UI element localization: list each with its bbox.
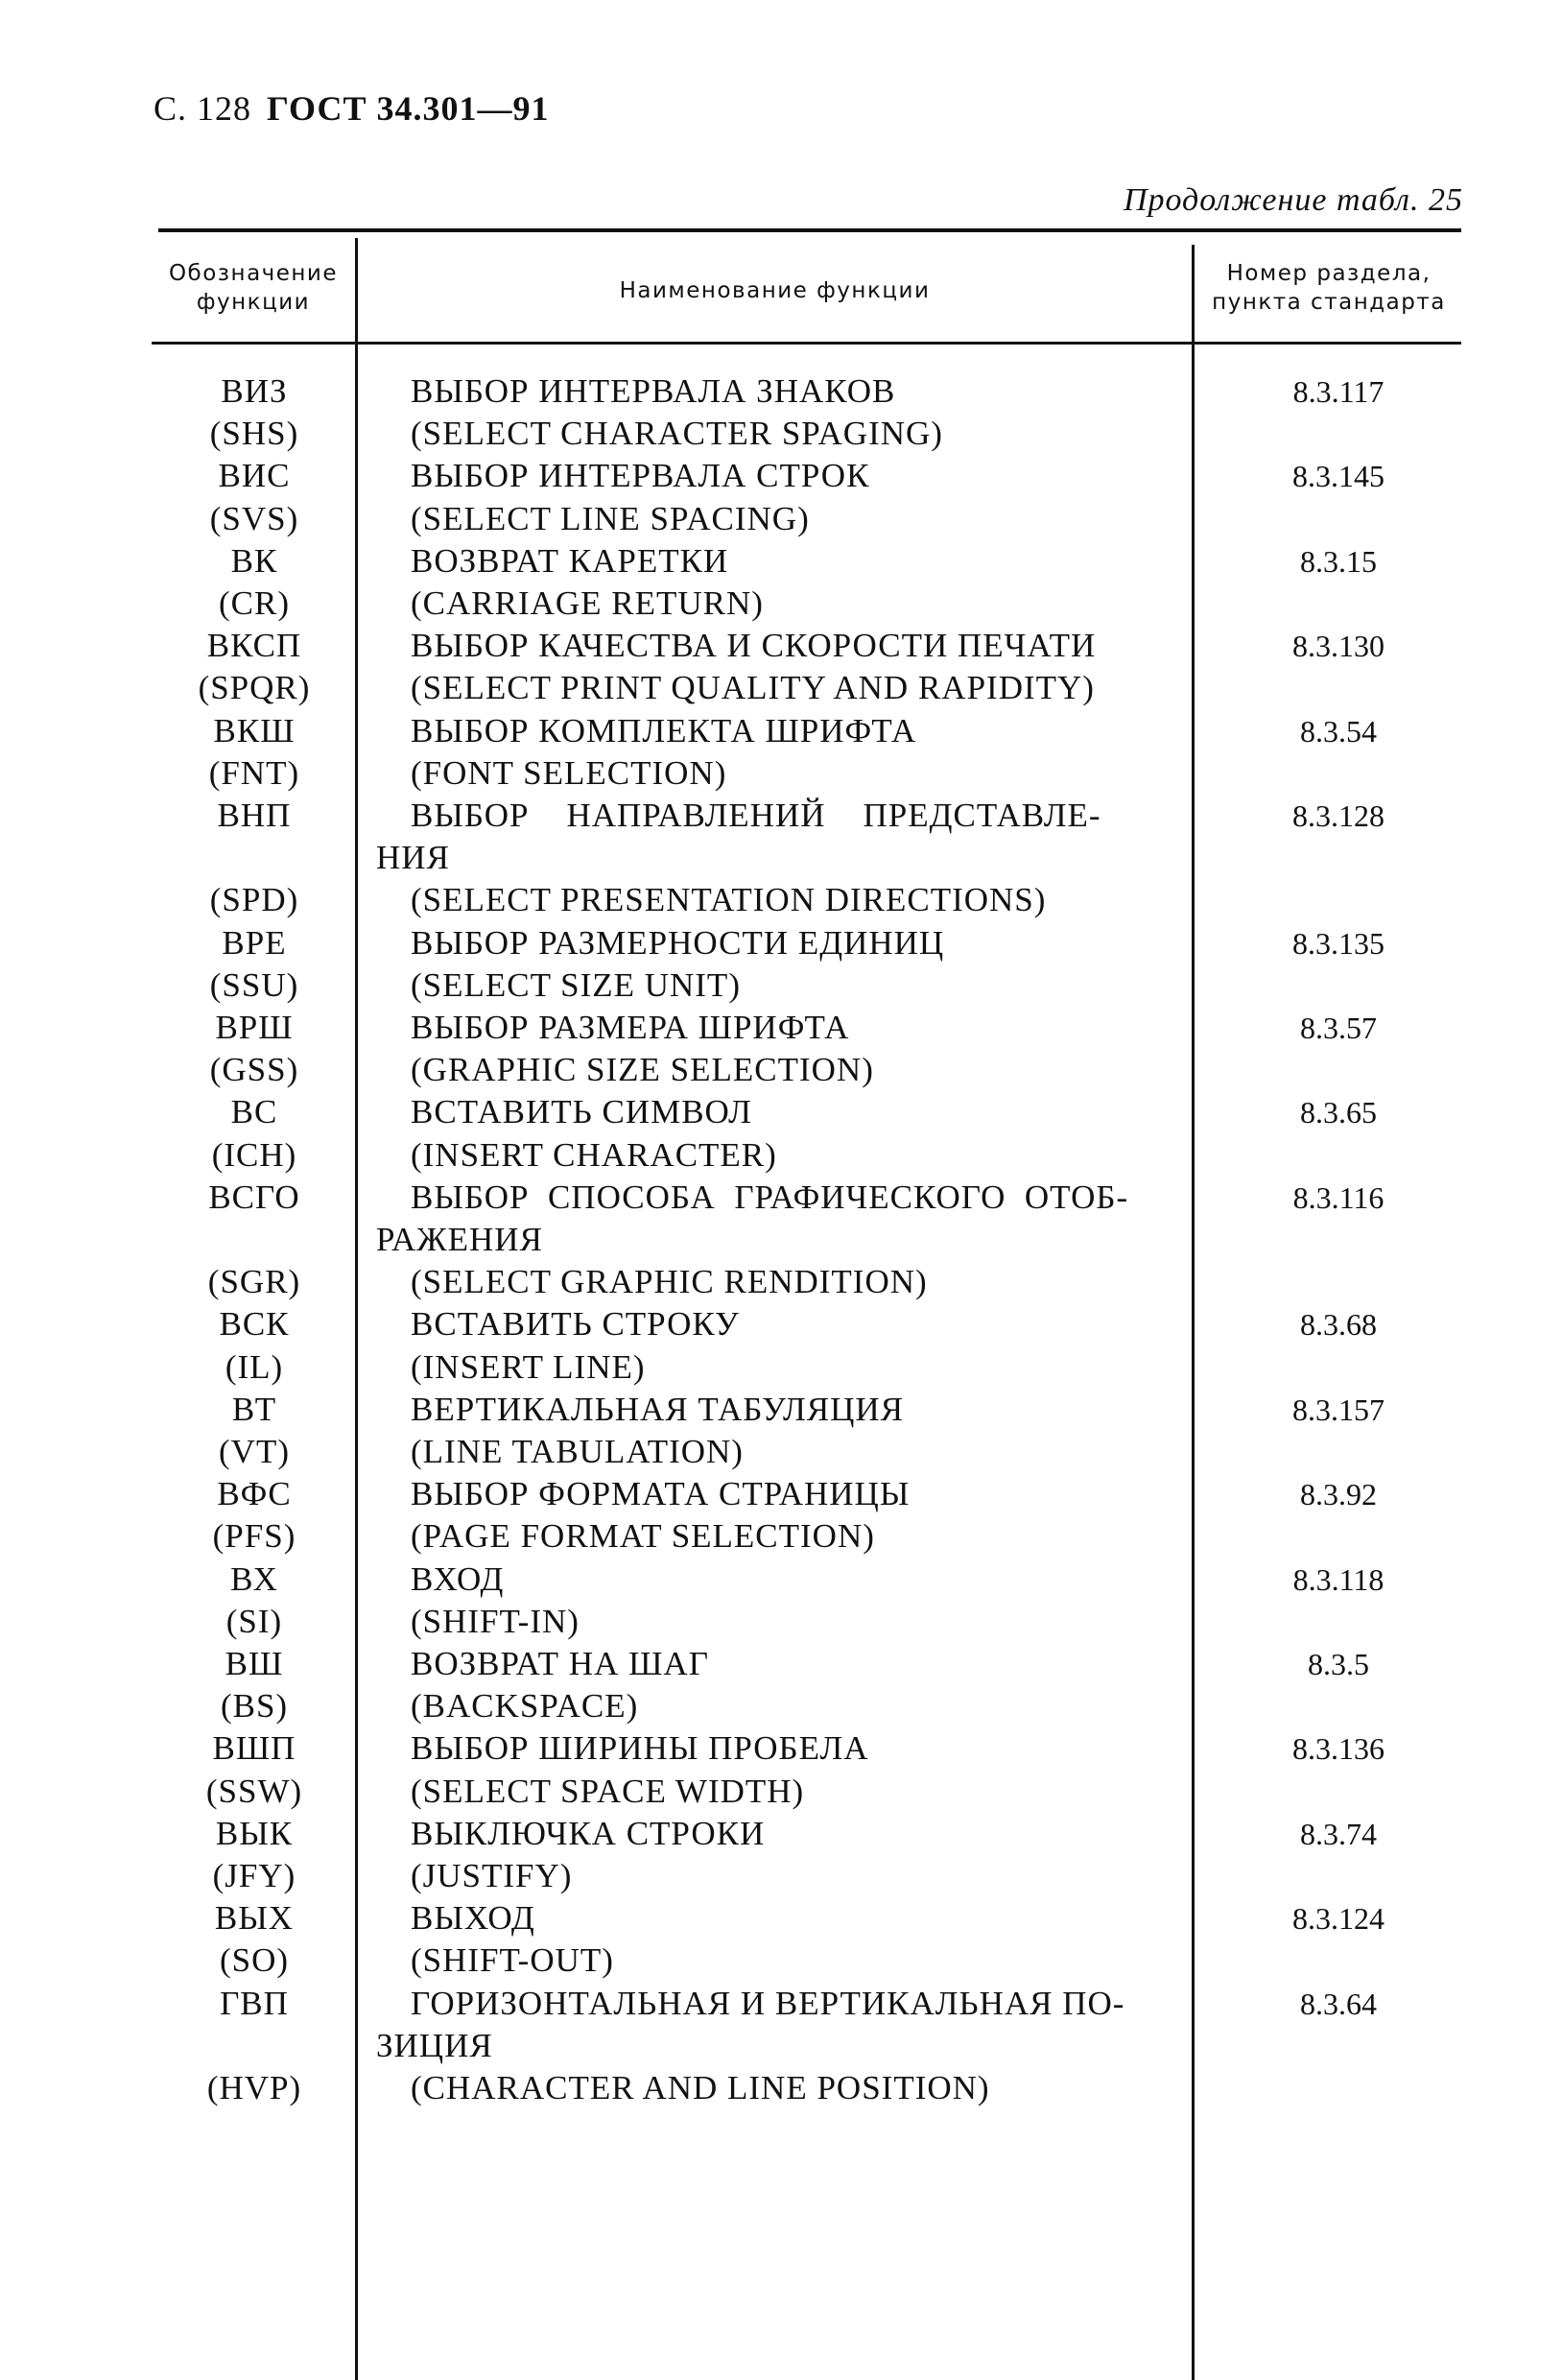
function-name: ВЫБОР КАЧЕСТВА И СКОРОСТИ ПЕЧАТИ [411,627,1097,665]
function-code: ВТ [231,1390,277,1428]
table-row [0,1685,1562,1727]
function-name: (SELECT LINE SPACING) [411,499,810,537]
table-row [0,370,1562,413]
function-code: ВРЕ [222,923,287,962]
function-name: (JUSTIFY) [411,1857,573,1894]
function-code: (CR) [219,584,290,622]
function-name: ГОРИЗОНТАЛЬНАЯ И ВЕРТИКАЛЬНАЯ ПО- [411,1984,1125,2022]
section-reference: 8.3.64 [1300,1986,1377,2021]
function-code: (SGR) [207,1263,301,1301]
table-row [0,1771,1562,1813]
table-row [0,1897,1562,1940]
function-name: ВЫБОР РАЗМЕРА ШРИФТА [411,1009,850,1046]
section-reference: 8.3.15 [1300,543,1377,579]
page-header [154,88,549,129]
function-code: ВКСП [206,627,302,665]
table-row [0,795,1562,837]
table-row [0,1049,1562,1091]
function-name: (INSERT CHARACTER) [411,1135,777,1174]
function-code: (SPD) [209,881,299,919]
function-name: (SHIFT-IN) [411,1602,580,1640]
table-row [0,1983,1562,2025]
section-reference: 8.3.116 [1292,1179,1384,1215]
function-code: (FNT) [208,753,300,792]
function-name: ВЫБОР РАЗМЕРНОСТИ ЕДИНИЦ [411,923,945,962]
table-row [0,710,1562,752]
section-reference: 8.3.65 [1300,1095,1377,1130]
table-row [0,1219,1562,1261]
function-name: ВЫКЛЮЧКА СТРОКИ [411,1814,766,1852]
section-reference: 8.3.118 [1292,1561,1384,1597]
function-code: (SSW) [205,1772,303,1810]
column-header-code: Обозначение функции [168,261,339,315]
function-code: (JFY) [212,1857,296,1894]
table-row [0,1559,1562,1601]
function-name: (PAGE FORMAT SELECTION) [411,1517,875,1556]
function-name: ВОЗВРАТ КАРЕТКИ [411,541,729,580]
table-header-rule [152,342,1461,345]
function-name: (CARRIAGE RETURN) [411,584,764,622]
function-code: (SPQR) [198,669,311,707]
section-reference: 8.3.57 [1300,1011,1377,1045]
section-reference: 8.3.54 [1300,713,1377,749]
table-row [0,1643,1562,1685]
function-name: (GRAPHIC SIZE SELECTION) [411,1051,874,1089]
function-name: ВЫБОР ИНТЕРВАЛА СТРОК [411,457,870,495]
function-name: (INSERT LINE) [411,1347,646,1386]
function-code: (IL) [225,1347,284,1386]
table-row [0,1940,1562,1982]
table-row [0,583,1562,625]
function-name: (SELECT CHARACTER SPAGING) [411,415,943,453]
table-row [0,413,1562,455]
function-name: ВЕРТИКАЛЬНАЯ ТАБУЛЯЦИЯ [411,1390,904,1428]
table-row [0,540,1562,583]
table-row [0,1134,1562,1177]
function-code: (SI) [225,1602,283,1640]
function-name: ВЫБОР СПОСОБА ГРАФИЧЕСКОГО ОТОБ- [411,1178,1129,1216]
function-code: (GSS) [209,1051,299,1089]
table-row [0,1303,1562,1345]
function-code: (SSU) [209,965,299,1004]
table-row [0,1007,1562,1049]
function-code: ВРШ [215,1009,294,1046]
function-name: ВХОД [411,1559,505,1598]
function-code: (SHS) [209,415,299,453]
table-row [0,1177,1562,1219]
function-code: (VT) [219,1433,290,1470]
section-reference: 8.3.136 [1292,1731,1384,1767]
column-header-name: Наименование функции [619,278,931,303]
function-code: (SO) [219,1941,290,1980]
function-code: ВШП [212,1729,296,1768]
function-code: ВЫХ [214,1899,295,1938]
function-code: ВЫК [215,1814,294,1852]
function-code: (PFS) [212,1517,296,1556]
function-code: ВХ [230,1559,278,1598]
function-name: ВЫБОР ШИРИНЫ ПРОБЕЛА [411,1729,869,1768]
table-row [0,667,1562,709]
section-reference: 8.3.135 [1292,925,1384,961]
function-code: ВИЗ [221,372,288,410]
table-row [0,922,1562,964]
page-number: С. 128 [154,89,252,128]
table-row [0,2067,1562,2109]
function-code: ВС [230,1093,278,1131]
function-code: ВИС [218,457,291,495]
table-row [0,1473,1562,1515]
section-reference: 8.3.5 [1308,1647,1369,1681]
function-name: (SHIFT-OUT) [411,1941,614,1980]
table-row [0,752,1562,795]
function-code: ВФС [217,1475,292,1513]
function-name: (FONT SELECTION) [411,753,727,792]
table-row [0,1727,1562,1770]
function-code: ВК [230,541,278,580]
function-code: (HVP) [206,2069,302,2106]
function-code: ВСК [219,1305,290,1344]
section-reference: 8.3.157 [1292,1392,1384,1427]
function-name: (LINE TABULATION) [411,1433,744,1470]
table-row [0,1091,1562,1133]
section-reference: 8.3.145 [1292,459,1384,494]
table-row [0,1855,1562,1897]
table-row [0,1389,1562,1431]
function-name: ВСТАВИТЬ СИМВОЛ [411,1093,752,1131]
section-reference: 8.3.68 [1300,1307,1377,1343]
function-name: НИЯ [376,839,450,877]
function-name: ВЫБОР КОМПЛЕКТА ШРИФТА [411,711,917,750]
function-code: (ICH) [211,1135,297,1174]
section-reference: 8.3.92 [1300,1477,1377,1512]
table-row [0,455,1562,497]
function-name: (SELECT GRAPHIC RENDITION) [411,1263,928,1301]
table-top-rule [158,228,1461,232]
function-name: (SELECT SIZE UNIT) [411,965,741,1004]
function-code: ГВП [220,1984,289,2022]
section-reference: 8.3.117 [1292,374,1384,409]
table-row [0,837,1562,879]
function-code: ВШ [225,1645,284,1682]
table-continuation-label: Продолжение табл. 25 [1123,182,1463,218]
function-name: (SELECT PRINT QUALITY AND RAPIDITY) [411,669,1095,707]
table-row [0,2025,1562,2067]
function-code: ВНП [217,797,292,834]
table-row [0,1431,1562,1473]
section-reference: 8.3.124 [1292,1901,1384,1937]
column-header-ref: Номер раздела, пункта стандарта [1212,261,1446,315]
function-name: ВОЗВРАТ НА ШАГ [411,1645,709,1682]
standard-designation: ГОСТ 34.301—91 [267,89,550,128]
section-reference: 8.3.130 [1292,629,1384,664]
table-row [0,964,1562,1007]
function-name: ВЫХОД [411,1899,535,1938]
function-name: (BACKSPACE) [411,1687,639,1726]
function-name: (SELECT PRESENTATION DIRECTIONS) [411,881,1047,919]
table-row [0,1601,1562,1643]
function-code: ВСГО [208,1178,300,1216]
function-name: (SELECT SPACE WIDTH) [411,1772,805,1810]
section-reference: 8.3.128 [1292,798,1384,833]
function-name: РАЖЕНИЯ [376,1221,543,1258]
table-row [0,1346,1562,1389]
table-row [0,1261,1562,1303]
function-code: (BS) [220,1687,289,1726]
function-name: ВЫБОР ИНТЕРВАЛА ЗНАКОВ [411,372,896,410]
function-name: (CHARACTER AND LINE POSITION) [411,2069,990,2106]
table-row [0,625,1562,667]
function-name: ЗИЦИЯ [376,2026,493,2064]
table-row [0,879,1562,921]
section-reference: 8.3.74 [1300,1816,1377,1851]
function-name: ВСТАВИТЬ СТРОКУ [411,1305,740,1344]
function-name: ВЫБОР НАПРАВЛЕНИЙ ПРЕДСТАВЛЕ- [411,797,1101,834]
function-name: ВЫБОР ФОРМАТА СТРАНИЦЫ [411,1475,911,1513]
function-code: ВКШ [213,711,296,750]
table-row [0,498,1562,540]
table-row [0,1515,1562,1558]
function-code: (SVS) [209,499,299,537]
table-row [0,1813,1562,1855]
